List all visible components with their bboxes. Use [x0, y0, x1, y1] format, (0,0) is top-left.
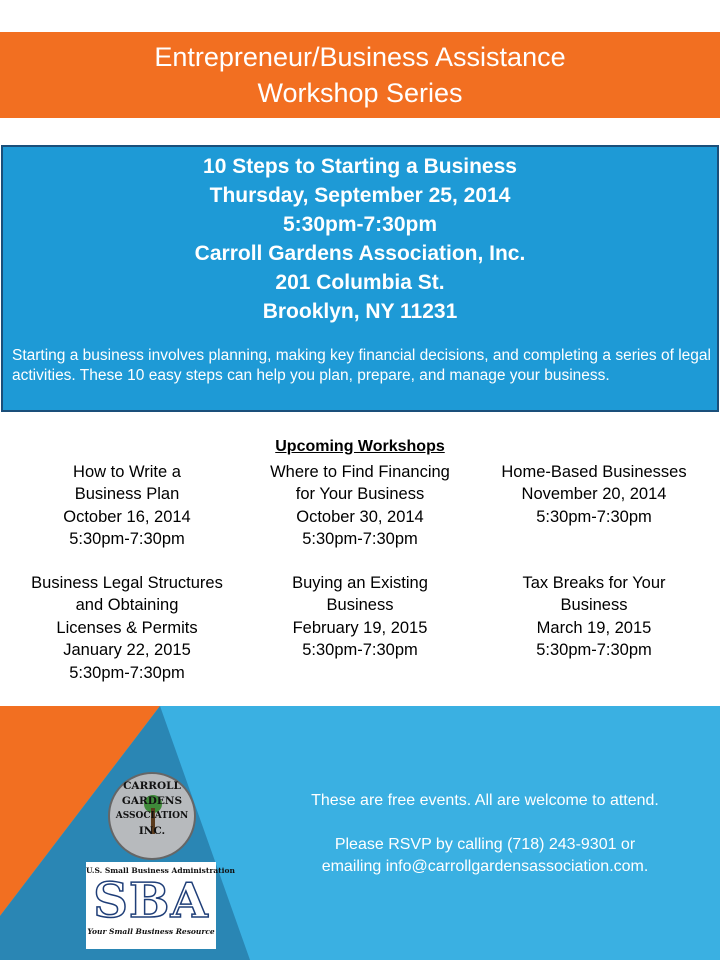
- footer-info: [250, 790, 720, 878]
- header-banner: [0, 32, 720, 118]
- workshop-item: Buying an Existing Business February 19, 2015 5:30pm-7:30pm: [292, 574, 428, 660]
- upcoming-heading: Upcoming Workshops: [275, 438, 445, 455]
- free-events-text: These are free events. All are welcome to attend.: [311, 792, 659, 809]
- featured-event-box: [1, 145, 719, 412]
- footer-panel: [0, 706, 720, 960]
- event-title: 10 Steps to Starting a Business: [203, 155, 517, 178]
- workshop-item: How to Write a Business Plan October 16, 2014 5:30pm-7:30pm: [63, 463, 191, 549]
- event-date: Thursday, September 25, 2014: [209, 184, 511, 207]
- event-time: 5:30pm-7:30pm: [282, 213, 438, 236]
- event-description: Starting a business involves planning, making key financial decisions, and completing a series of legal activities. These 10 easy steps can help you plan, prepare, and manage your business.: [12, 347, 711, 384]
- event-street: 201 Columbia St.: [275, 271, 445, 294]
- workshop-item: Home-Based Businesses November 20, 2014 5:30pm-7:30pm: [501, 463, 687, 526]
- event-venue: Carroll Gardens Association, Inc.: [194, 242, 526, 265]
- header-title-line1: Entrepreneur/Business Assistance: [154, 42, 566, 72]
- event-city: Brooklyn, NY 11231: [262, 300, 458, 323]
- carroll-gardens-association-logo: CARROLL GARDENS ASSOCIATION INC.: [108, 772, 196, 860]
- workshop-item: Business Legal Structures and Obtaining Licenses & Permits January 22, 2015 5:30pm-7:30pm: [31, 574, 223, 682]
- rsvp-line-1: Please RSVP by calling (718) 243-9301 or: [334, 836, 636, 853]
- workshop-item: Tax Breaks for Your Business March 19, 2015 5:30pm-7:30pm: [522, 574, 666, 660]
- header-title-line2: Workshop Series: [257, 78, 463, 108]
- rsvp-line-2: emailing info@carrollgardensassociation.com.: [321, 858, 649, 875]
- workshop-item: Where to Find Financing for Your Business October 30, 2014 5:30pm-7:30pm: [270, 463, 450, 549]
- sba-logo: U.S. Small Business Administration SBA Your Small Business Resource: [86, 862, 216, 949]
